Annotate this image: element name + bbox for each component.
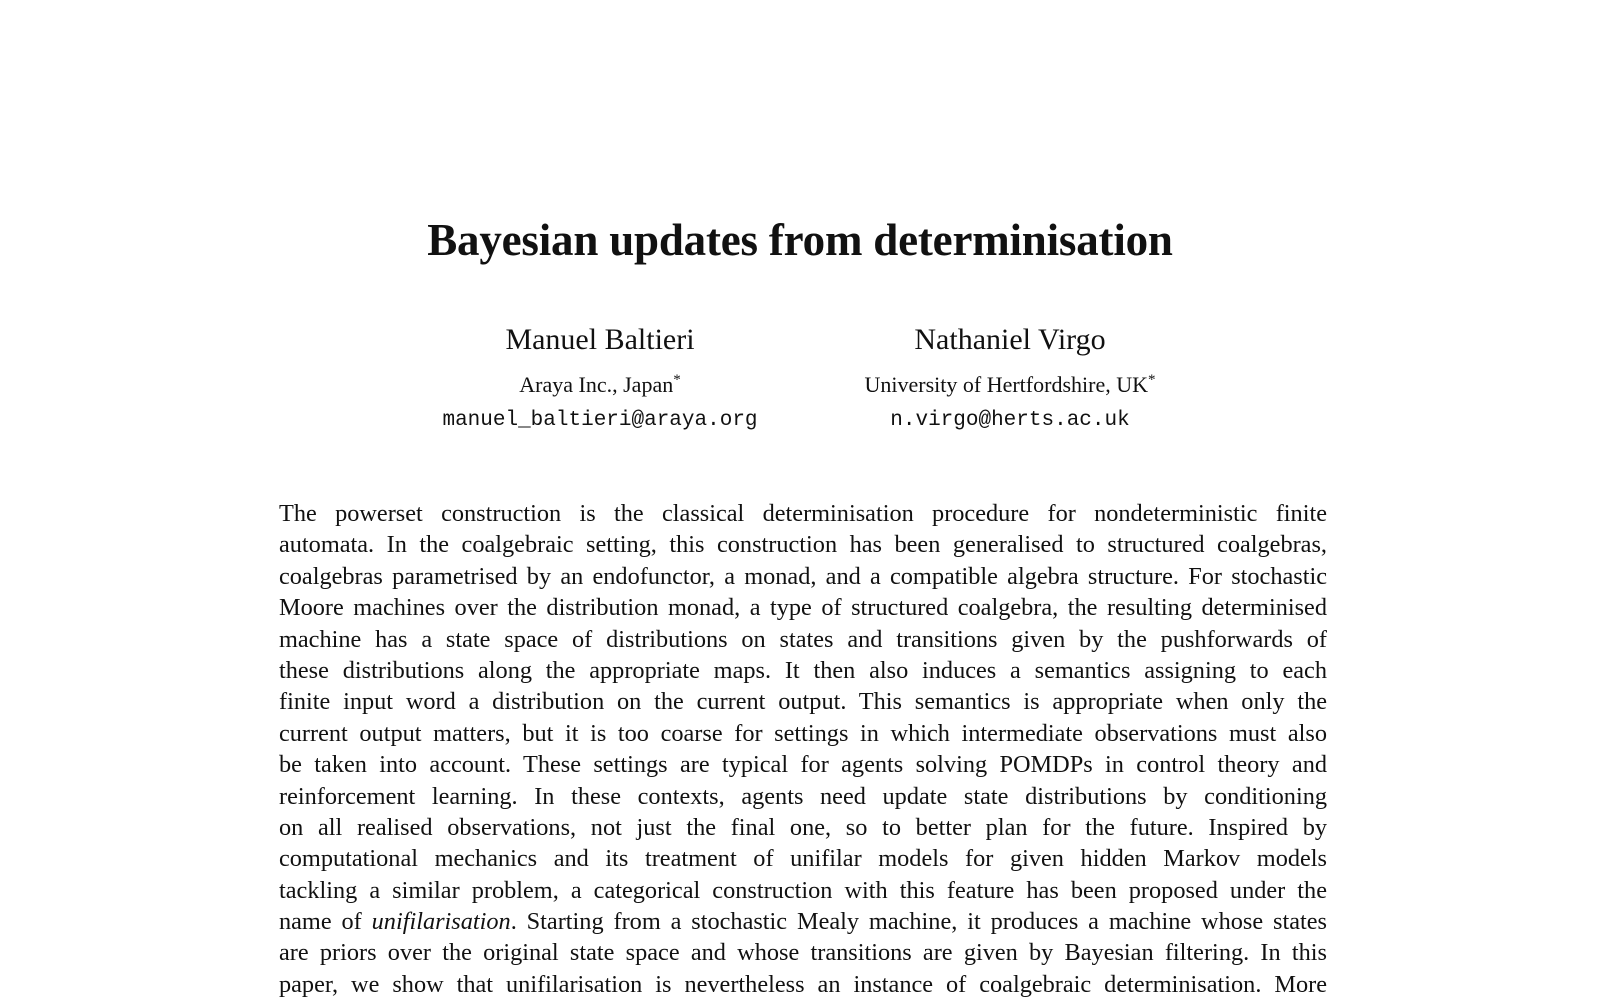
affiliation-text: University of Hertfordshire, UK bbox=[864, 372, 1148, 397]
abstract-line: be taken into account. These settings are typical for agents solving POMDPs in control theory and bbox=[279, 751, 1327, 779]
abstract-line: paper, we show that unifilarisation is nevertheless an instance of coalgebraic determinisation. More bbox=[279, 970, 1327, 998]
abstract-line: reinforcement learning. In these contexts, agents need update state distributions by conditioning bbox=[279, 782, 1327, 810]
abstract-line: current output matters, but it is too coarse for settings in which intermediate observations must also bbox=[279, 719, 1327, 747]
affiliation-footnote-mark: * bbox=[1148, 372, 1156, 388]
abstract-line: coalgebras parametrised by an endofunctor, a monad, and a compatible algebra structure. For stochastic bbox=[279, 562, 1327, 590]
affiliation-text: Araya Inc., Japan bbox=[519, 372, 674, 397]
author-name: Nathaniel Virgo bbox=[914, 323, 1106, 356]
abstract-text: name of bbox=[279, 908, 372, 936]
abstract-text: . Starting from a stochastic Mealy machine, it produces a machine whose states bbox=[510, 908, 1327, 936]
abstract-line: tackling a similar problem, a categorical construction with this feature has been proposed under the bbox=[279, 876, 1327, 904]
abstract-line: on all realised observations, not just the final one, so to better plan for the future. Inspired by bbox=[279, 813, 1327, 841]
author-block-virgo bbox=[820, 322, 1200, 435]
abstract-line: Moore machines over the distribution monad, a type of structured coalgebra, the resulting determinised bbox=[279, 594, 1327, 622]
paper-title: Bayesian updates from determinisation bbox=[427, 215, 1173, 265]
author-name: Manuel Baltieri bbox=[505, 323, 695, 356]
abstract-line: finite input word a distribution on the current output. This semantics is appropriate when only the bbox=[279, 688, 1327, 716]
abstract-paragraph bbox=[279, 498, 1327, 1000]
abstract-line-with-italic bbox=[279, 906, 1327, 937]
abstract-line: these distributions along the appropriate maps. It then also induces a semantics assigning to each bbox=[279, 656, 1327, 684]
abstract-line: The powerset construction is the classical determinisation procedure for nondeterministic finite bbox=[279, 500, 1327, 527]
author-block-baltieri bbox=[440, 322, 760, 435]
author-email: manuel_baltieri@araya.org bbox=[442, 409, 758, 432]
affiliation-footnote-mark: * bbox=[673, 372, 681, 388]
author-email: n.virgo@herts.ac.uk bbox=[890, 409, 1130, 432]
abstract-line: are priors over the original state space and whose transitions are given by Bayesian filtering. In this bbox=[279, 939, 1327, 967]
abstract-line: machine has a state space of distributions on states and transitions given by the pushforwards of bbox=[279, 625, 1327, 653]
author-affiliation bbox=[820, 366, 1200, 399]
author-affiliation bbox=[440, 366, 760, 399]
abstract-line: computational mechanics and its treatment of unifilar models for given hidden Markov models bbox=[279, 845, 1327, 873]
italic-term-unifilarisation: unifilarisation bbox=[371, 908, 511, 936]
abstract-line: automata. In the coalgebraic setting, this construction has been generalised to structured coalgebras, bbox=[279, 531, 1327, 559]
